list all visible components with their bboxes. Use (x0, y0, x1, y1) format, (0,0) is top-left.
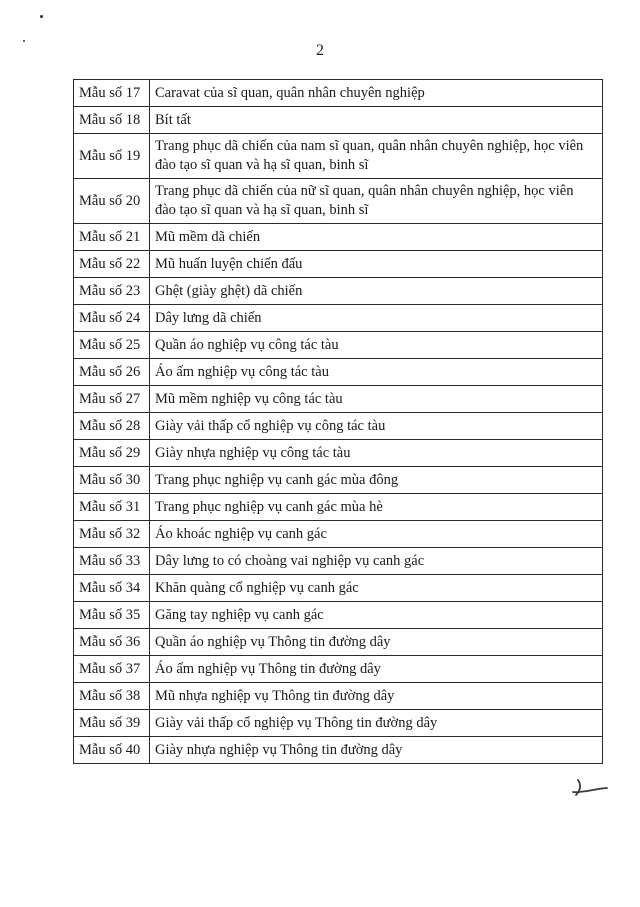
table-row (74, 413, 603, 440)
sample-description-cell: Găng tay nghiệp vụ canh gác (150, 602, 603, 629)
table-body (74, 80, 603, 764)
sample-description-cell: Mũ mềm dã chiến (150, 224, 603, 251)
scan-speck (40, 15, 43, 18)
sample-code-cell: Mẫu số 36 (74, 629, 150, 656)
sample-code-cell: Mẫu số 37 (74, 656, 150, 683)
sample-code-cell: Mẫu số 23 (74, 278, 150, 305)
sample-code-cell: Mẫu số 20 (74, 179, 150, 224)
sample-description-cell: Khăn quàng cổ nghiệp vụ canh gác (150, 575, 603, 602)
sample-description-cell: Trang phục nghiệp vụ canh gác mùa hè (150, 494, 603, 521)
table-row (74, 134, 603, 179)
sample-code-cell: Mẫu số 39 (74, 710, 150, 737)
sample-code-cell: Mẫu số 24 (74, 305, 150, 332)
table-row (74, 332, 603, 359)
table-row (74, 548, 603, 575)
sample-code-cell: Mẫu số 18 (74, 107, 150, 134)
initial-signature-mark (570, 778, 610, 800)
sample-code-cell: Mẫu số 33 (74, 548, 150, 575)
sample-description-cell: Áo ấm nghiệp vụ Thông tin đường dây (150, 656, 603, 683)
sample-code-cell: Mẫu số 19 (74, 134, 150, 179)
table-row (74, 737, 603, 764)
sample-code-cell: Mẫu số 38 (74, 683, 150, 710)
table-row (74, 179, 603, 224)
sample-description-cell: Dây lưng dã chiến (150, 305, 603, 332)
sample-description-cell: Áo khoác nghiệp vụ canh gác (150, 521, 603, 548)
table-row (74, 305, 603, 332)
sample-description-cell: Mũ mềm nghiệp vụ công tác tàu (150, 386, 603, 413)
sample-code-cell: Mẫu số 35 (74, 602, 150, 629)
table-row (74, 80, 603, 107)
sample-code-cell: Mẫu số 21 (74, 224, 150, 251)
sample-description-cell: Trang phục nghiệp vụ canh gác mùa đông (150, 467, 603, 494)
sample-description-cell: Trang phục dã chiến của nam sĩ quan, quân nhân chuyên nghiệp, học viên đào tạo sĩ quan và hạ sĩ quan, binh sĩ (150, 134, 603, 179)
sample-description-cell: Quần áo nghiệp vụ công tác tàu (150, 332, 603, 359)
sample-description-cell: Quần áo nghiệp vụ Thông tin đường dây (150, 629, 603, 656)
table-row (74, 575, 603, 602)
sample-code-cell: Mẫu số 32 (74, 521, 150, 548)
sample-description-cell: Caravat của sĩ quan, quân nhân chuyên nghiệp (150, 80, 603, 107)
table-row (74, 521, 603, 548)
table-row (74, 107, 603, 134)
table-row (74, 467, 603, 494)
table-row (74, 656, 603, 683)
sample-description-cell: Áo ấm nghiệp vụ công tác tàu (150, 359, 603, 386)
sample-code-cell: Mẫu số 26 (74, 359, 150, 386)
table-row (74, 602, 603, 629)
sample-code-cell: Mẫu số 34 (74, 575, 150, 602)
sample-description-cell: Bít tất (150, 107, 603, 134)
sample-description-cell: Dây lưng to có choàng vai nghiệp vụ canh gác (150, 548, 603, 575)
page-number: 2 (316, 42, 324, 59)
sample-code-cell: Mẫu số 30 (74, 467, 150, 494)
sample-code-cell: Mẫu số 29 (74, 440, 150, 467)
sample-description-cell: Giày nhựa nghiệp vụ Thông tin đường dây (150, 737, 603, 764)
sample-description-cell: Giày vải thấp cổ nghiệp vụ Thông tin đường dây (150, 710, 603, 737)
sample-code-cell: Mẫu số 40 (74, 737, 150, 764)
sample-description-cell: Mũ nhựa nghiệp vụ Thông tin đường dây (150, 683, 603, 710)
table-row (74, 251, 603, 278)
sample-description-cell: Mũ huấn luyện chiến đấu (150, 251, 603, 278)
uniform-sample-table (73, 79, 603, 764)
sample-code-cell: Mẫu số 31 (74, 494, 150, 521)
sample-code-cell: Mẫu số 17 (74, 80, 150, 107)
table-row (74, 386, 603, 413)
sample-code-cell: Mẫu số 27 (74, 386, 150, 413)
table-row (74, 629, 603, 656)
sample-description-cell: Trang phục dã chiến của nữ sĩ quan, quân nhân chuyên nghiệp, học viên đào tạo sĩ quan và hạ sĩ quan, binh sĩ (150, 179, 603, 224)
sample-code-cell: Mẫu số 28 (74, 413, 150, 440)
table-row (74, 710, 603, 737)
table-row (74, 224, 603, 251)
sample-code-cell: Mẫu số 25 (74, 332, 150, 359)
table-row (74, 278, 603, 305)
sample-description-cell: Giày nhựa nghiệp vụ công tác tàu (150, 440, 603, 467)
sample-description-cell: Ghệt (giày ghệt) dã chiến (150, 278, 603, 305)
table-row (74, 440, 603, 467)
table-row (74, 359, 603, 386)
sample-description-cell: Giày vải thấp cổ nghiệp vụ công tác tàu (150, 413, 603, 440)
sample-code-cell: Mẫu số 22 (74, 251, 150, 278)
table-row (74, 494, 603, 521)
table-row (74, 683, 603, 710)
